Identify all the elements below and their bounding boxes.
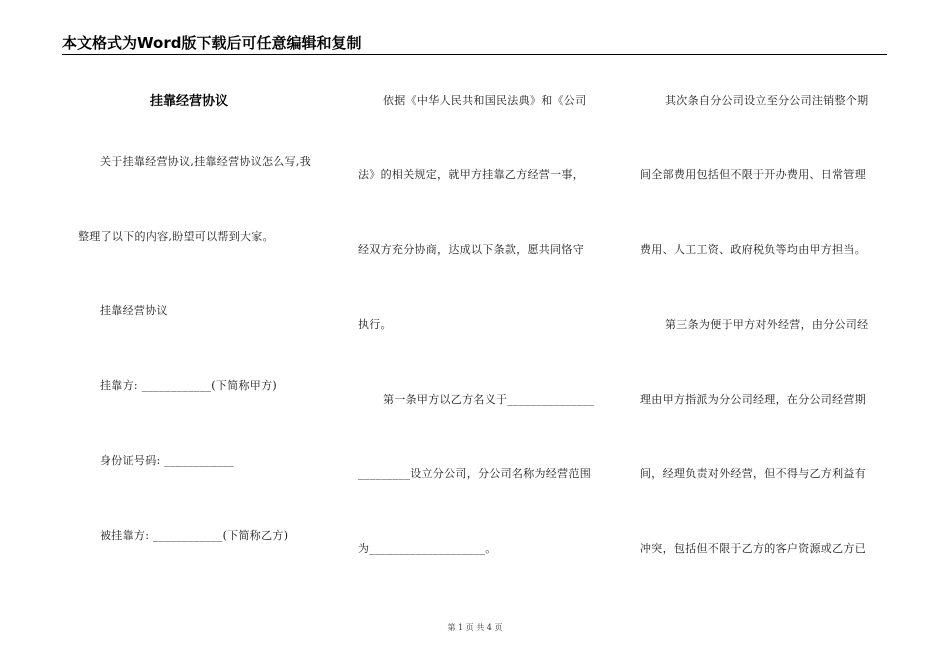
paragraph-line: 第三条为便于甲方对外经营，由分公司经: [665, 318, 869, 331]
paragraph-line: 理由甲方指派为分公司经理，在分公司经营期: [640, 393, 866, 406]
paragraph-line: 法》的相关规定，就甲方挂靠乙方经营一事，: [358, 168, 584, 181]
header-text: 本文格式为Word版下载后可任意编辑和复制: [62, 34, 362, 52]
paragraph-line: 依据《中华人民共和国民法典》和《公司: [383, 94, 587, 107]
paragraph-line: 经双方充分协商，达成以下条款，愿共同恪守: [358, 243, 584, 256]
paragraph-line: 关于挂靠经营协议,挂靠经营协议怎么写,我: [100, 155, 311, 168]
page-number: 第 1 页 共 4 页: [447, 623, 503, 632]
form-field-line: 被挂靠方: ____________(下简称乙方): [100, 529, 289, 542]
document-title: 挂靠经营协议: [150, 94, 229, 109]
paragraph-line: 冲突，包括但不限于乙方的客户资源或乙方已: [640, 542, 866, 555]
paragraph-line: 挂靠经营协议: [100, 304, 168, 317]
paragraph-line: 间，经理负责对外经营，但不得与乙方利益有: [640, 467, 866, 480]
paragraph-line: 整理了以下的内容,盼望可以帮到大家。: [78, 230, 274, 243]
paragraph-line: 其次条自分公司设立至分公司注销整个期: [665, 94, 869, 107]
form-field-line: 身份证号码: ____________: [100, 454, 234, 467]
paragraph-line: 执行。: [358, 318, 392, 331]
paragraph-line: 第一条甲方以乙方名义于_______________: [383, 393, 595, 406]
form-field-line: 挂靠方: ____________(下简称甲方): [100, 379, 277, 392]
page-header: [62, 34, 887, 55]
paragraph-line: _________设立分公司，分公司名称为经营范围: [358, 467, 591, 480]
paragraph-line: 间全部费用包括但不限于开办费用、日常管理: [640, 168, 866, 181]
paragraph-line: 费用、人工工资、政府税负等均由甲方担当。: [640, 243, 866, 256]
paragraph-line: 为____________________。: [358, 542, 497, 555]
